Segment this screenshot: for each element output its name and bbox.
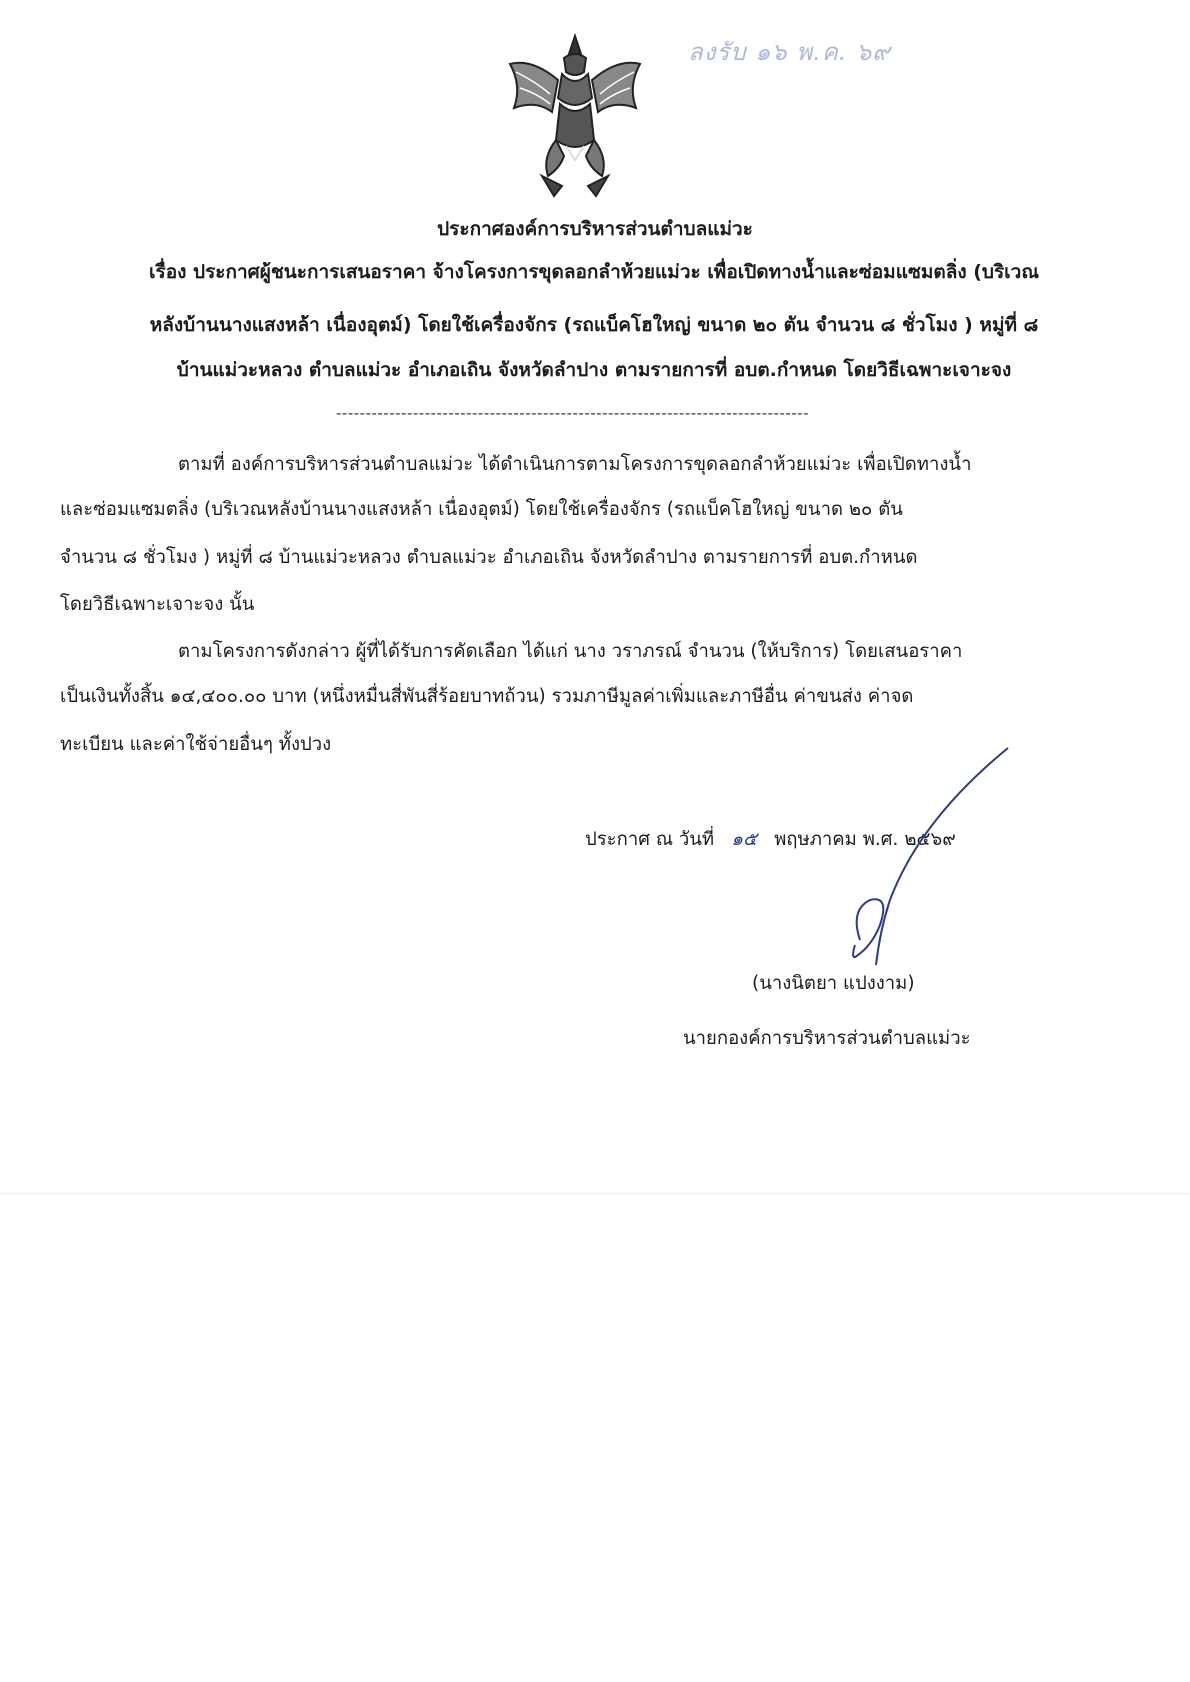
subject-line: บ้านแม่วะหลวง ตำบลแม่วะ อำเภอเถิน จังหวัดลำปาง ตามรายการที่ อบต.กำหนด โดยวิธีเฉพาะเจาะจง bbox=[176, 359, 1012, 381]
body-paragraph-line: ตามที่ องค์การบริหารส่วนตำบลแม่วะ ได้ดำเนินการตามโครงการขุดลอกลำห้วยแม่วะ เพื่อเปิดทางน้ำ bbox=[178, 454, 972, 475]
body-paragraph-line: เป็นเงินทั้งสิ้น ๑๔,๔๐๐.๐๐ บาท (หนึ่งหมื่นสี่พันสี่ร้อยบาทถ้วน) รวมภาษีมูลค่าเพิ่มและภาษีอื่น ค่าขนส่ง ค่าจด bbox=[60, 686, 914, 707]
handwritten-signature bbox=[780, 740, 1010, 980]
body-paragraph-line: และซ่อมแซมตลิ่ง (บริเวณหลังบ้านนางแสงหล้า เนื่องอุตม์) โดยใช้เครื่องจักร (รถแบ็คโฮใหญ่ ขนาด ๒๐ ตัน bbox=[60, 499, 903, 520]
announcement-title: ประกาศองค์การบริหารส่วนตำบลแม่วะ bbox=[437, 218, 753, 240]
body-paragraph-line: โดยวิธีเฉพาะเจาะจง นั้น bbox=[60, 594, 255, 615]
date-month-year: พฤษภาคม พ.ศ. ๒๕๖๙ bbox=[774, 829, 956, 850]
separator-line: -------------------------------------------------------------------------------- bbox=[336, 404, 810, 422]
signatory-position: นายกองค์การบริหารส่วนตำบลแม่วะ bbox=[683, 1028, 971, 1049]
body-paragraph-line: ทะเบียน และค่าใช้จ่ายอื่นๆ ทั้งปวง bbox=[60, 734, 332, 755]
date-prefix: ประกาศ ณ วันที่ bbox=[585, 829, 715, 850]
garuda-emblem-icon bbox=[502, 28, 648, 200]
page-fold-line bbox=[0, 1193, 1190, 1194]
receipt-stamp: ลงรับ ๑๖ พ.ค. ๖๙ bbox=[688, 38, 891, 66]
body-paragraph-line: ตามโครงการดังกล่าว ผู้ที่ได้รับการคัดเลือก ได้แก่ นาง วราภรณ์ จำนวน (ให้บริการ) โดยเสนอราคา bbox=[178, 641, 963, 662]
subject-line: หลังบ้านนางแสงหล้า เนื่องอุตม์) โดยใช้เครื่องจักร (รถแบ็คโฮใหญ่ ขนาด ๒๐ ตัน จำนวน ๘ ชั่วโมง ) หมู่ที่ ๘ bbox=[149, 314, 1039, 336]
date-day: ๑๕ bbox=[731, 829, 757, 850]
body-paragraph-line: จำนวน ๘ ชั่วโมง ) หมู่ที่ ๘ บ้านแม่วะหลวง ตำบลแม่วะ อำเภอเถิน จังหวัดลำปาง ตามรายการที่ อบต.กำหนด bbox=[60, 547, 918, 568]
signatory-name: (นางนิตยา แปงงาม) bbox=[752, 973, 915, 994]
subject-line: เรื่อง ประกาศผู้ชนะการเสนอราคา จ้างโครงการขุดลอกลำห้วยแม่วะ เพื่อเปิดทางน้ำและซ่อมแซมตลิ่ง (บริเวณ bbox=[149, 261, 1039, 283]
